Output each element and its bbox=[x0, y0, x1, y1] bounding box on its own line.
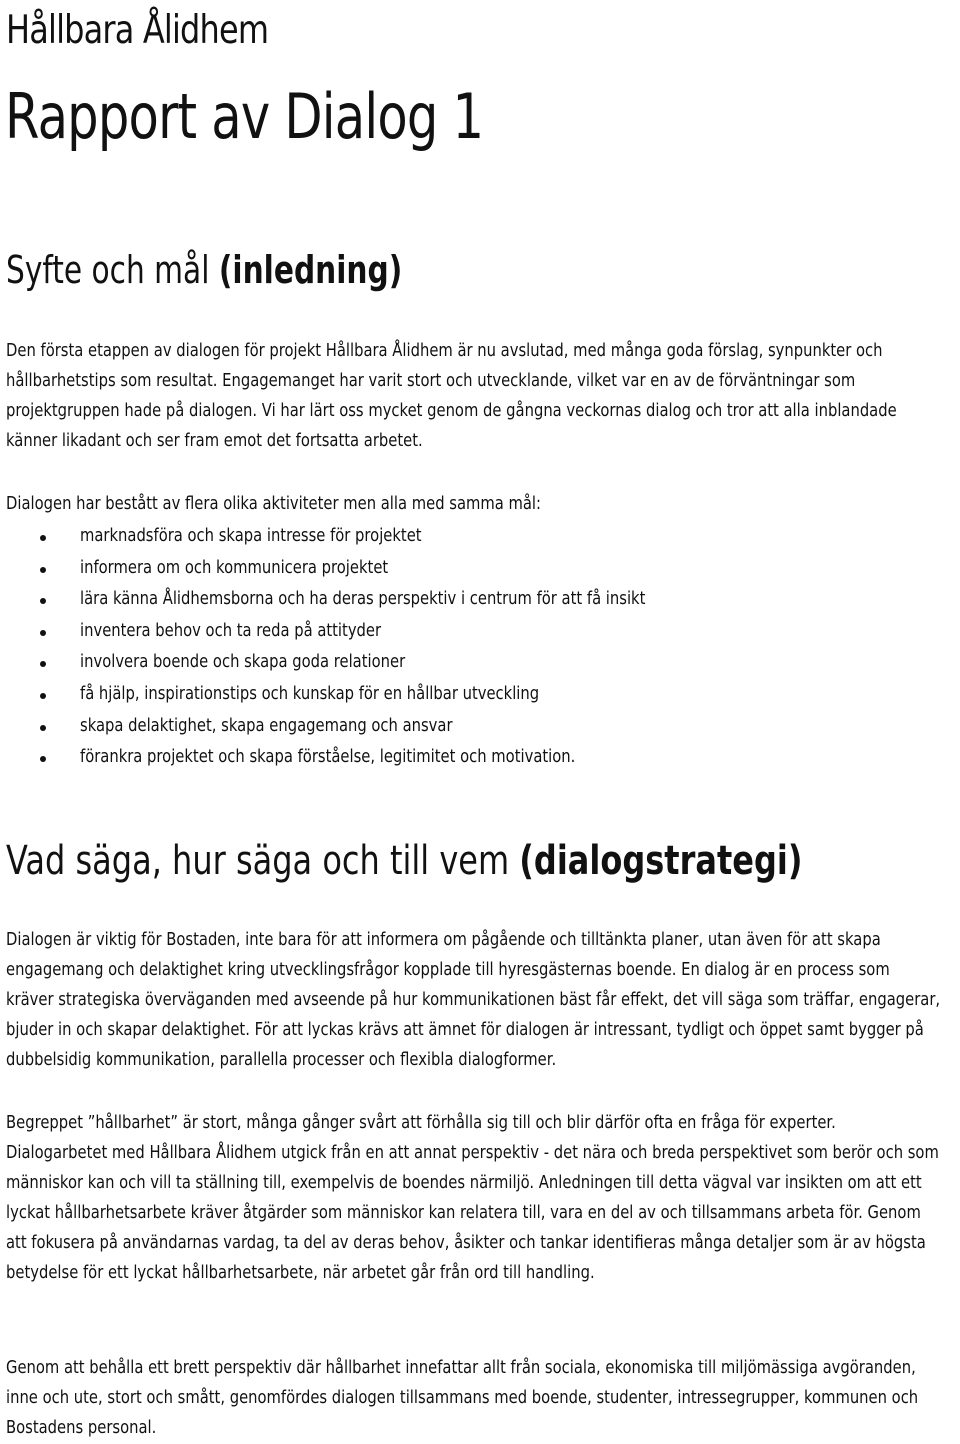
bullet-icon bbox=[40, 725, 46, 731]
document-title: Hållbara Ålidhem bbox=[6, 8, 269, 53]
section-heading-syfte-bold: (inledning) bbox=[218, 248, 403, 292]
bullet-icon bbox=[40, 598, 46, 604]
list-item bbox=[0, 584, 960, 616]
goals-bullet-list bbox=[0, 521, 960, 774]
bullet-icon bbox=[40, 535, 46, 541]
list-item bbox=[0, 521, 960, 553]
strategy-paragraph-1: Dialogen är viktig för Bostaden, inte bara för att informera om pågående och tilltänkta planer, utan även för att skapa engagemang och delaktighet kring utvecklingsfrågor kopplade till hyresgästernas boende. En dialog är en process som kräver strategiska överväganden med avseende på hur kommunikationen bäst får effekt, det vill säga som träffar, engagerar, bjuder in och skapar delaktighet. För att lyckas krävs att ämnet för dialogen är intressant, tydligt och öppet samt bygger på dubbelsidig kommunikation, parallella processer och flexibla dialogformer. bbox=[6, 929, 941, 1070]
list-item-text: skapa delaktighet, skapa engagemang och ansvar bbox=[80, 714, 453, 736]
section-heading-syfte-normal: Syfte och mål bbox=[6, 248, 219, 292]
list-item bbox=[0, 553, 960, 585]
activities-intro-paragraph: Dialogen har bestått av flera olika aktiviteter men alla med samma mål: bbox=[6, 493, 541, 514]
section-heading-dialogstrategi-normal: Vad säga, hur säga och till vem bbox=[6, 838, 520, 884]
list-item bbox=[0, 647, 960, 679]
list-item-text: lära känna Ålidhemsborna och ha deras perspektiv i centrum för att få insikt bbox=[80, 588, 646, 610]
bullet-icon bbox=[40, 661, 46, 667]
strategy-paragraph-3: Genom att behålla ett brett perspektiv där hållbarhet innefattar allt från sociala, ekonomiska till miljömässiga avgöranden, inne och ute, stort och smått, genomfördes dialogen tillsammans med boende, studenter, intressegrupper, kommunen och Bostadens personal. bbox=[6, 1357, 919, 1438]
list-item-text: involvera boende och skapa goda relationer bbox=[80, 651, 406, 673]
list-item-text: informera om och kommunicera projektet bbox=[80, 556, 389, 578]
section-heading-syfte bbox=[6, 248, 402, 292]
list-item-text: förankra projektet och skapa förståelse, legitimitet och motivation. bbox=[80, 746, 576, 768]
intro-paragraph: Den första etappen av dialogen för projekt Hållbara Ålidhem är nu avslutad, med många goda förslag, synpunkter och hållbarhetstips som resultat. Engagemanget har varit stort och utvecklande, vilket var en av de förväntningar som projektgruppen hade på dialogen. Vi har lärt oss mycket genom de gångna veckornas dialog och tror att alla inblandade känner likadant och ser fram emot det fortsatta arbetet. bbox=[6, 340, 897, 451]
bullet-icon bbox=[40, 630, 46, 636]
list-item bbox=[0, 742, 960, 774]
bullet-icon bbox=[40, 756, 46, 762]
list-item bbox=[0, 679, 960, 711]
section-heading-dialogstrategi-bold: (dialogstrategi) bbox=[519, 838, 803, 884]
bullet-icon bbox=[40, 693, 46, 699]
section-heading-dialogstrategi bbox=[6, 838, 802, 884]
list-item-text: få hjälp, inspirationstips och kunskap för en hållbar utveckling bbox=[80, 682, 540, 704]
list-item bbox=[0, 711, 960, 743]
list-item-text: inventera behov och ta reda på attityder bbox=[80, 619, 382, 641]
bullet-icon bbox=[40, 567, 46, 573]
strategy-paragraph-2: Begreppet ”hållbarhet” är stort, många gånger svårt att förhålla sig till och blir därför ofta en fråga för experter. Dialogarbetet med Hållbara Ålidhem utgick från en att annat perspektiv - det nära och breda perspektivet som berör och som människor kan och vill ta ställning till, exempelvis de boendes närmiljö. Anledningen till detta vägval var insikten om att ett lyckat hållbarhetsarbete kräver åtgärder som människor kan relatera till, vara en del av och tillsammans arbeta för. Genom att fokusera på användarnas vardag, ta del av deras behov, åsikter och tankar identifieras många detaljer som är av högsta betydelse för ett lyckat hållbarhetsarbete, när arbetet går från ord till handling. bbox=[6, 1112, 939, 1283]
list-item-text: marknadsföra och skapa intresse för projektet bbox=[80, 525, 422, 546]
list-item bbox=[0, 616, 960, 648]
report-title: Rapport av Dialog 1 bbox=[5, 80, 484, 153]
